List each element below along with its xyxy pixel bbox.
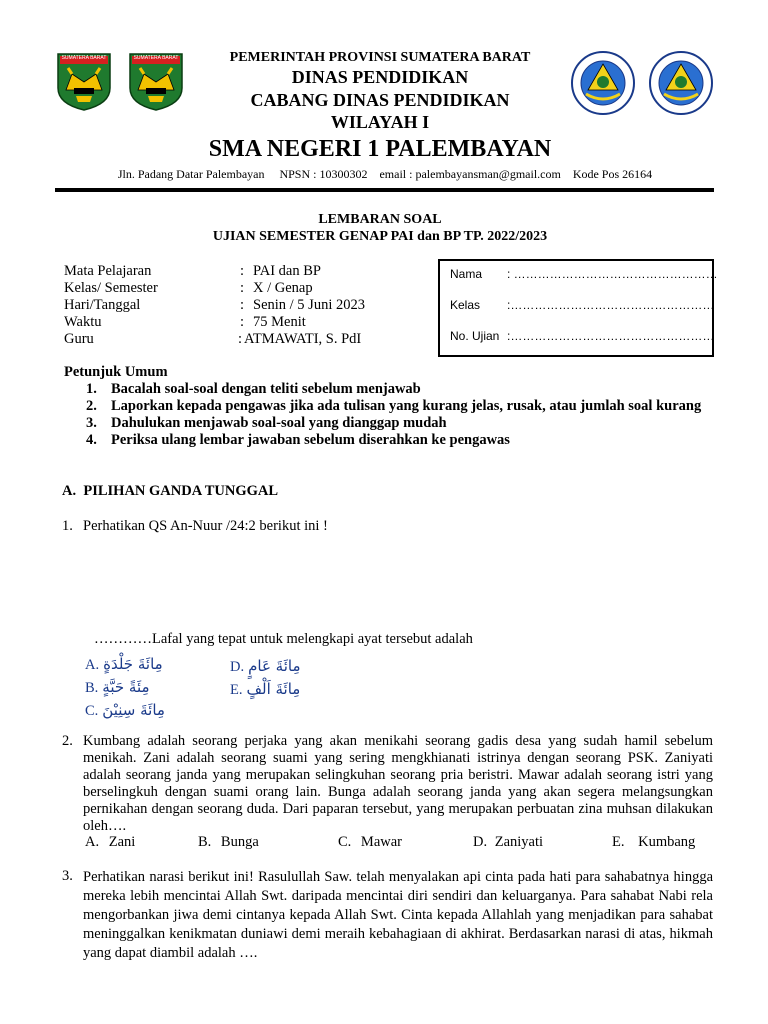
info-label: Waktu — [64, 314, 102, 330]
header-line-province: PEMERINTAH PROVINSI SUMATERA BARAT — [229, 50, 531, 65]
question-2-option-e[interactable] — [612, 834, 695, 851]
header-line-cabang: CABANG DINAS PENDIDIKAN — [250, 90, 510, 110]
option-text: Zani — [108, 834, 136, 850]
exam-title: UJIAN SEMESTER GENAP PAI dan BP TP. 2022/2023 — [212, 229, 548, 244]
question-2-option-c[interactable] — [338, 834, 402, 851]
nama-field[interactable]: : …………………………………………… — [507, 267, 718, 281]
option-letter: E. — [230, 682, 243, 698]
instruction-item — [86, 432, 706, 449]
question-2-number: 2. — [62, 733, 73, 749]
instruction-item — [86, 415, 706, 432]
info-row — [64, 297, 424, 314]
school-address: Jln. Padang Datar Palembayan NPSN : 10300302 email : palembayansman@gmail.com Kode Pos 26164 — [117, 167, 653, 181]
option-letter: B. — [198, 834, 212, 850]
question-2-options — [85, 834, 705, 852]
info-value: 75 Menit — [253, 314, 306, 330]
noujian-field[interactable]: :…………………………………………… — [507, 329, 715, 343]
question-1-option-d[interactable] — [230, 657, 301, 679]
provincial-emblem-2 — [128, 52, 184, 112]
question-3-text: Perhatikan narasi berikut ini! Rasulullah Saw. telah menyalakan api cinta pada hati para sahabatnya hingga mereka lebih mencintai Allah Swt. daripada mencintai diri sendiri dan keluarganya. Para sahabat Nabi rela mengorbankan jiwa demi cintanya kepada Allah Swt. Cinta kepada Allahlah yang menjadikan para sahabat meninggalkan kenikmatan duniawi demi meraih kebahagiaan di akhirat. Berdasarkan narasi di atas, hikmah yang dapat diambil adalah …. — [83, 869, 713, 961]
info-sep: : — [240, 263, 245, 279]
info-row — [64, 280, 424, 297]
info-label: Kelas/ Semester — [64, 280, 158, 296]
option-text: Bunga — [220, 834, 259, 850]
kelas-label: Kelas — [450, 298, 481, 312]
instruction-text: Dahulukan menjawab soal-soal yang dianggap mudah — [111, 415, 447, 431]
header-divider — [55, 188, 714, 192]
noujian-label: No. Ujian — [450, 329, 500, 343]
info-sep: : — [238, 331, 243, 347]
option-letter: C. — [338, 834, 352, 850]
info-row — [64, 314, 424, 331]
option-arabic: مِائَةَ عَامٍ — [248, 657, 301, 675]
option-text: Kumbang — [638, 834, 696, 850]
info-sep: : — [240, 297, 245, 313]
question-1-number: 1. — [62, 518, 73, 534]
option-letter: E. — [612, 834, 625, 850]
question-2-option-d[interactable] — [473, 834, 543, 851]
info-label: Guru — [64, 331, 94, 347]
option-arabic: مِائَةَ اَلْفٍ — [246, 680, 301, 698]
instruction-text: Laporkan kepada pengawas jika ada tulisan yang kurang jelas, rusak, atau jumlah soal kurang — [111, 398, 702, 414]
option-letter: B. — [85, 680, 99, 696]
instruction-item — [86, 398, 706, 415]
question-1-option-c[interactable] — [85, 701, 165, 723]
info-label: Mata Pelajaran — [64, 263, 152, 279]
info-label: Hari/Tanggal — [64, 297, 141, 313]
info-sep: : — [240, 314, 245, 330]
header-line-wilayah: WILAYAH I — [330, 112, 430, 132]
provincial-emblem-1 — [56, 52, 112, 112]
info-value: ATMAWATI, S. PdI — [244, 331, 362, 347]
question-1-option-e[interactable] — [230, 680, 300, 702]
section-heading: A. PILIHAN GANDA TUNGGAL — [62, 483, 279, 499]
question-1-option-a[interactable] — [85, 655, 163, 677]
instructions-heading: Petunjuk Umum — [64, 364, 168, 380]
option-text: Mawar — [360, 834, 402, 850]
header-line-dinas: DINAS PENDIDIKAN — [291, 67, 469, 87]
option-letter: D. — [230, 659, 245, 675]
question-1-option-b[interactable] — [85, 678, 150, 700]
question-2-text: Kumbang adalah seorang perjaka yang akan menikahi seorang gadis desa yang sudah hamil sebelum menikah. Zani adalah seorang suami yang sering mengkhianati istrinya dengan seorang PSK. Zaniyati adalah seorang janda yang merupakan selingkuhan seorang pria beristri. Mawar adalah seorang istri yang berselingkuh dengan suami orang lain. Bunga adalah seorang janda yang akan segera melangsungkan pernikahan dengan seorang duda. Dari paparan tersebut, yang merupakan perbuatan zina muhsan dilakukan oleh…. — [83, 733, 713, 834]
option-letter: C. — [85, 703, 99, 719]
info-value: X / Genap — [253, 280, 313, 296]
option-letter: A. — [85, 657, 100, 673]
instruction-num: 2. — [86, 398, 97, 414]
option-arabic: مِئَةً حَبَّةٍ — [102, 678, 150, 696]
instruction-num: 1. — [86, 381, 97, 397]
sheet-title: LEMBARAN SOAL — [318, 212, 442, 227]
info-table — [64, 263, 424, 348]
info-sep: : — [240, 280, 245, 296]
instructions-list — [86, 381, 706, 449]
question-1-prompt: …………Lafal yang tepat untuk melengkapi ayat tersebut adalah — [94, 631, 473, 647]
question-2-option-a[interactable] — [85, 834, 135, 851]
info-value: PAI dan BP — [253, 263, 321, 279]
option-letter: A. — [85, 834, 100, 850]
option-letter: D. — [473, 834, 488, 850]
question-3-number: 3. — [62, 868, 73, 884]
instruction-text: Periksa ulang lembar jawaban sebelum diserahkan ke pengawas — [111, 432, 510, 448]
school-name: SMA NEGERI 1 PALEMBAYAN — [208, 136, 552, 162]
kelas-field[interactable]: :…………………………………………… — [507, 298, 715, 312]
option-arabic: مِائَةَ جَلْدَةٍ — [103, 655, 163, 673]
emblem-ribbon-text: SUMATERA BARAT — [133, 55, 179, 61]
question-1-text: Perhatikan QS An-Nuur /24:2 berikut ini ! — [83, 518, 328, 534]
instruction-item — [86, 381, 706, 398]
info-row — [64, 263, 424, 280]
student-identity-box — [438, 259, 718, 357]
school-seal-2 — [648, 50, 714, 116]
instruction-num: 3. — [86, 415, 97, 431]
instruction-text: Bacalah soal-soal dengan teliti sebelum menjawab — [111, 381, 421, 397]
nama-label: Nama — [450, 267, 483, 281]
instruction-num: 4. — [86, 432, 97, 448]
emblem-ribbon-text: SUMATERA BARAT — [61, 55, 107, 61]
question-2-option-b[interactable] — [198, 834, 259, 851]
info-row — [64, 331, 424, 348]
option-text: Zaniyati — [494, 834, 544, 850]
info-value: Senin / 5 Juni 2023 — [253, 297, 365, 313]
option-arabic: مِائَةَ سِنِيْنَ — [102, 701, 165, 719]
